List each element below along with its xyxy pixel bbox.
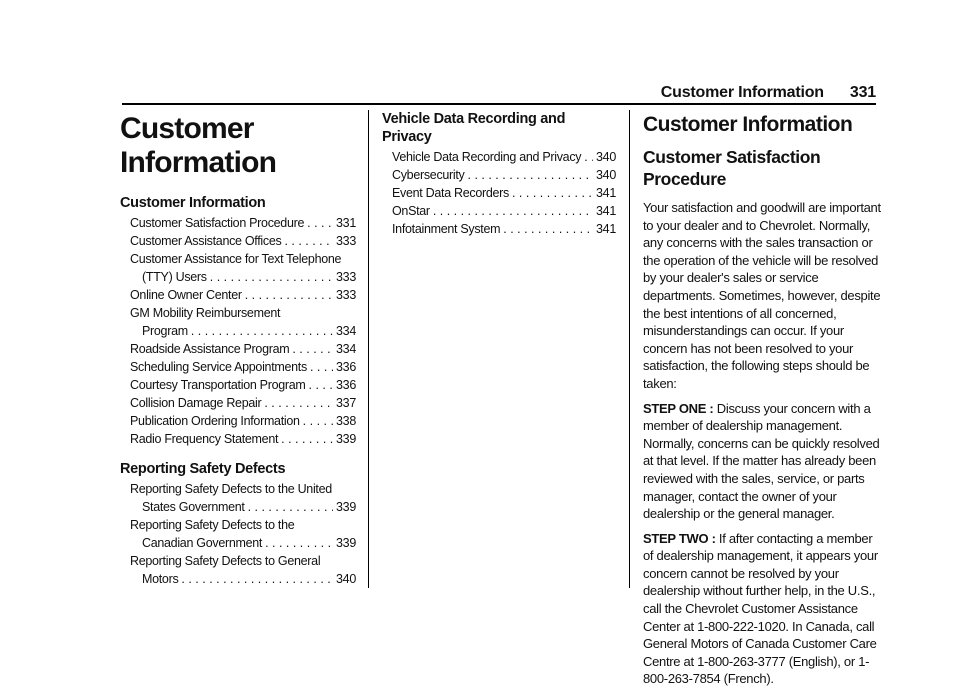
toc-entry[interactable] xyxy=(120,516,356,552)
toc-page-number: 333 xyxy=(336,270,356,284)
leader-dots xyxy=(503,220,593,238)
leader-dots xyxy=(210,268,333,286)
leader-dots xyxy=(292,340,333,358)
toc-entry-title: OnStar xyxy=(392,204,430,218)
toc-page-number: 334 xyxy=(336,324,356,338)
toc-entry[interactable] xyxy=(120,286,356,304)
toc-section-heading: Reporting Safety Defects xyxy=(120,461,286,477)
toc-column-2 xyxy=(382,110,616,238)
leader-dots xyxy=(309,376,334,394)
column-divider xyxy=(629,110,630,588)
toc-page-number: 337 xyxy=(336,396,356,410)
toc-entry-title: Customer Assistance Offices xyxy=(130,234,282,248)
toc-page-number: 334 xyxy=(336,342,356,356)
toc-page-number: 339 xyxy=(336,500,356,514)
toc-entry-title: Customer Satisfaction Procedure xyxy=(130,216,305,230)
toc-column-1 xyxy=(120,110,356,588)
toc-section xyxy=(120,460,356,588)
leader-dots xyxy=(468,166,594,184)
toc-list xyxy=(382,148,616,238)
toc-entry-title: Event Data Recorders xyxy=(392,186,509,200)
header-title: Customer Information xyxy=(660,84,824,101)
step-two-text: If after contacting a member of dealership management, it appears your concern cannot be resolved by your dealership without further help, in the U.S., call the Chevrolet Customer Assistance Center at 1-800-222-1020. In Canada, call General Motors of Canada Customer Care Centre at 1-800-263-3777 (English), or 1-800-263-7854 (French). xyxy=(643,530,878,687)
leader-dots xyxy=(181,570,333,588)
section-heading: Customer Information xyxy=(643,113,853,136)
leader-dots xyxy=(281,430,333,448)
toc-entry-title: Reporting Safety Defects to the xyxy=(130,518,295,532)
column-divider xyxy=(368,110,369,588)
toc-entry-title: Cybersecurity xyxy=(392,168,465,182)
leader-dots xyxy=(303,412,333,430)
toc-entry[interactable] xyxy=(382,148,616,166)
leader-dots xyxy=(265,534,333,552)
toc-page-number: 341 xyxy=(596,186,616,200)
toc-entry[interactable] xyxy=(120,304,356,340)
leader-dots xyxy=(307,214,333,232)
toc-entry[interactable] xyxy=(382,166,616,184)
step-one-text: Discuss your concern with a member of dealership management. Normally, concerns can be quickly resolved at that level. If the matter has already been reviewed with the sales, service, or parts manager, contact the owner of your dealership or the general manager. xyxy=(643,400,880,522)
toc-page-number: 338 xyxy=(336,414,356,428)
toc-entry-title: States Government xyxy=(142,500,245,514)
body-column xyxy=(643,110,883,695)
running-header xyxy=(661,84,876,102)
toc-page-number: 340 xyxy=(336,572,356,586)
subsection-heading: Customer Satisfaction Procedure xyxy=(643,147,821,189)
toc-page-number: 336 xyxy=(336,378,356,392)
toc-entry-title: Collision Damage Repair xyxy=(130,396,262,410)
leader-dots xyxy=(433,202,593,220)
toc-list xyxy=(120,480,356,588)
toc-page-number: 339 xyxy=(336,536,356,550)
toc-entry[interactable] xyxy=(120,358,356,376)
leader-dots xyxy=(310,358,333,376)
toc-section xyxy=(120,194,356,448)
toc-entry-title: Scheduling Service Appointments xyxy=(130,360,307,374)
leader-dots xyxy=(284,232,333,250)
toc-entry[interactable] xyxy=(120,394,356,412)
toc-page-number: 340 xyxy=(596,168,616,182)
toc-page-number: 341 xyxy=(596,204,616,218)
toc-page-number: 331 xyxy=(336,216,356,230)
toc-entry[interactable] xyxy=(120,480,356,516)
toc-entry[interactable] xyxy=(382,184,616,202)
toc-title: Customer Information xyxy=(120,112,277,179)
step-one-label: STEP ONE : xyxy=(643,400,714,416)
toc-entry-title: Infotainment System xyxy=(392,222,501,236)
step-one-paragraph xyxy=(643,400,883,523)
toc-entry-title: Vehicle Data Recording and Privacy xyxy=(392,150,582,164)
toc-entry-title: (TTY) Users xyxy=(142,270,207,284)
toc-entry-title: Courtesy Transportation Program xyxy=(130,378,306,392)
toc-page-number: 339 xyxy=(336,432,356,446)
leader-dots xyxy=(248,498,333,516)
page-number: 331 xyxy=(849,84,876,101)
toc-entry[interactable] xyxy=(120,430,356,448)
toc-page-number: 333 xyxy=(336,234,356,248)
toc-entry-title: Reporting Safety Defects to General xyxy=(130,554,321,568)
toc-entry-title: Online Owner Center xyxy=(130,288,242,302)
toc-entry[interactable] xyxy=(120,250,356,286)
leader-dots xyxy=(584,148,593,166)
step-two-label: STEP TWO : xyxy=(643,530,716,546)
toc-page-number: 333 xyxy=(336,288,356,302)
toc-section xyxy=(382,110,616,238)
toc-entry[interactable] xyxy=(120,552,356,588)
toc-entry-title: Motors xyxy=(142,572,179,586)
toc-entry-title: Canadian Government xyxy=(142,536,263,550)
toc-entry[interactable] xyxy=(120,376,356,394)
toc-entry-title: GM Mobility Reimbursement xyxy=(130,306,281,320)
toc-entry-title: Roadside Assistance Program xyxy=(130,342,290,356)
toc-page-number: 340 xyxy=(596,150,616,164)
header-rule xyxy=(122,103,876,105)
step-two-paragraph xyxy=(643,530,883,688)
toc-entry[interactable] xyxy=(120,232,356,250)
toc-entry-title: Radio Frequency Statement xyxy=(130,432,279,446)
leader-dots xyxy=(245,286,333,304)
intro-paragraph: Your satisfaction and goodwill are important to your dealer and to Chevrolet. Normally, any concerns with the sales transaction or the operation of the vehicle will be resolved by your dealer's sales or service departments. Sometimes, however, despite the best intentions of all concerned, misunderstandings can occur. If your concern has not been resolved to your satisfaction, the following steps should be taken: xyxy=(643,200,881,391)
leader-dots xyxy=(512,184,593,202)
toc-entry[interactable] xyxy=(120,412,356,430)
toc-page-number: 336 xyxy=(336,360,356,374)
toc-entry[interactable] xyxy=(120,340,356,358)
toc-entry-title: Program xyxy=(142,324,188,338)
toc-entry-title: Customer Assistance for Text Telephone xyxy=(130,252,342,266)
toc-section-heading: Vehicle Data Recording and Privacy xyxy=(382,111,566,145)
toc-entry[interactable] xyxy=(382,220,616,238)
toc-entry[interactable] xyxy=(120,214,356,232)
toc-list xyxy=(120,214,356,448)
leader-dots xyxy=(191,322,333,340)
leader-dots xyxy=(264,394,333,412)
toc-entry[interactable] xyxy=(382,202,616,220)
toc-section-heading: Customer Information xyxy=(120,195,266,211)
toc-entry-title: Reporting Safety Defects to the United xyxy=(130,482,332,496)
toc-entry-title: Publication Ordering Information xyxy=(130,414,300,428)
toc-page-number: 341 xyxy=(596,222,616,236)
